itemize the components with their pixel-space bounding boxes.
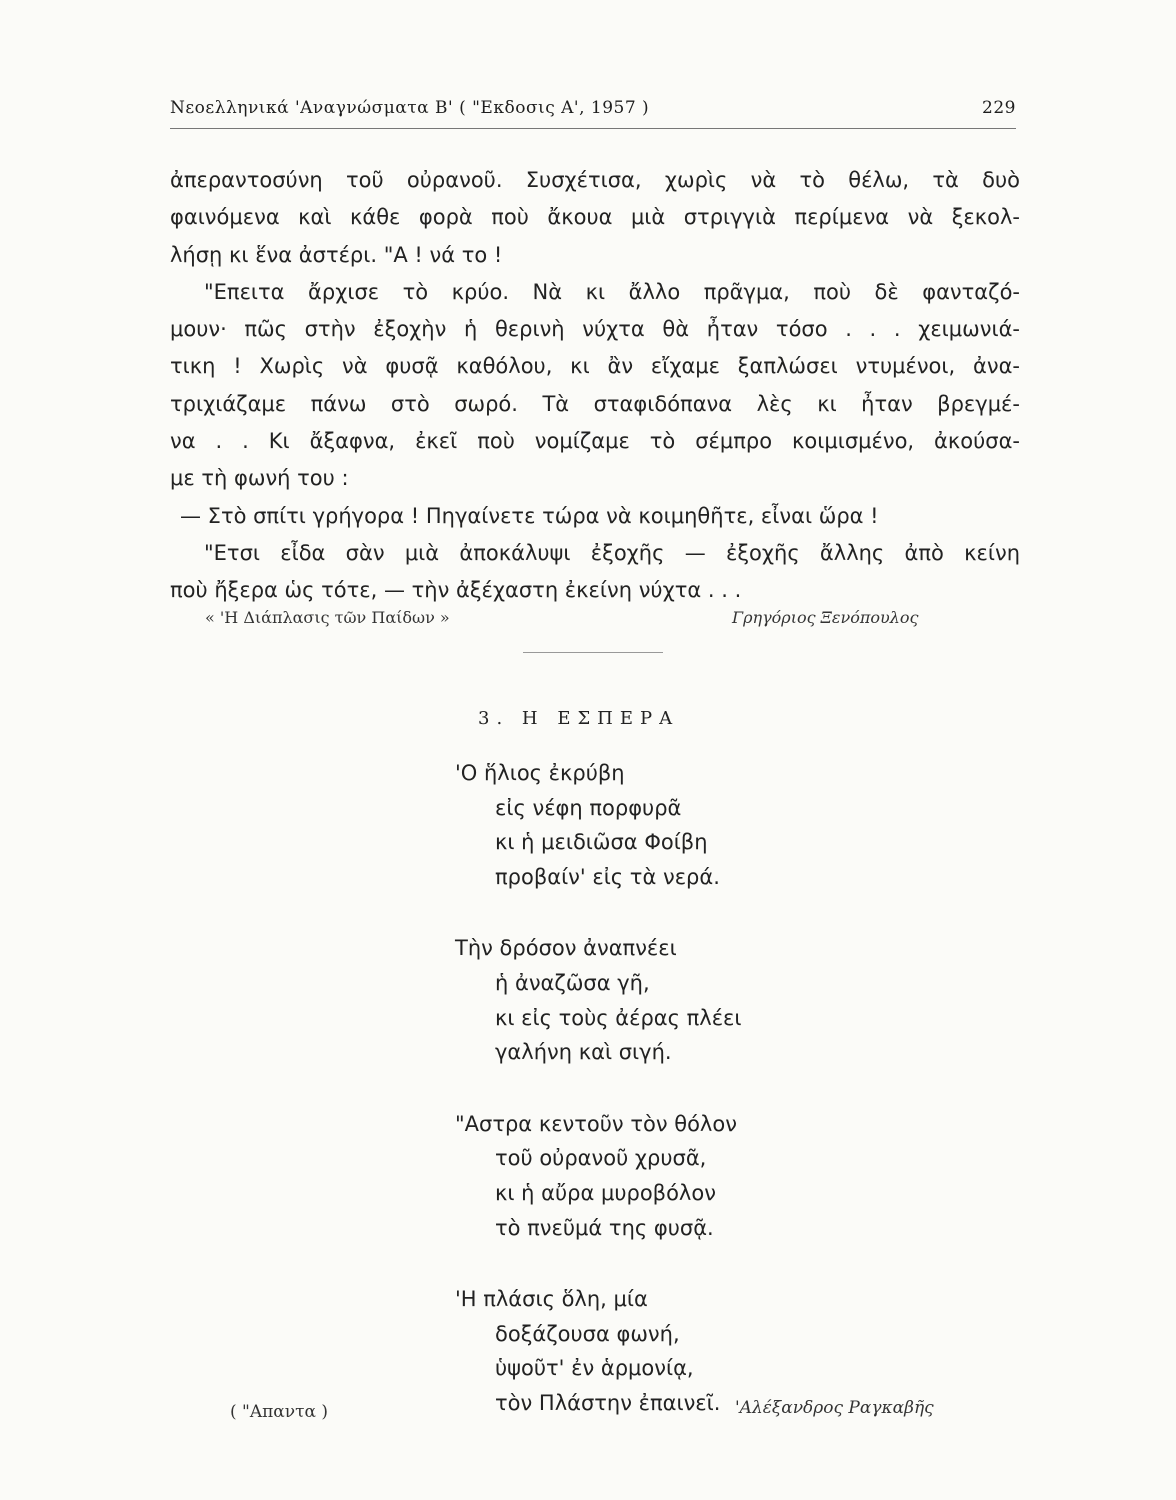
prose-line: ποὺ ἤξερα ὡς τότε, — τὴν ἀξέχαστη ἐκείνη νύχτα . . . bbox=[170, 578, 742, 603]
prose-passage bbox=[170, 162, 1020, 610]
poem-source: ( "Απαντα ) bbox=[230, 1402, 329, 1422]
poem-line: "Αστρα κεντοῦν τὸν θόλον bbox=[455, 1111, 737, 1136]
prose-line: "Ετσι εἶδα σὰν μιὰ ἀποκάλυψι ἐξοχῆς — ἐξοχῆς ἄλλης ἀπὸ κείνη bbox=[204, 540, 1020, 565]
poem-line: κι ἡ αὔρα μυροβόλον bbox=[495, 1180, 716, 1205]
prose-line: τριχιάζαμε πάνω στὸ σωρό. Τὰ σταφιδόπανα λὲς κι ἦταν βρεγμέ- bbox=[170, 391, 1020, 416]
poem-line: 'Η πλάσις ὅλη, μία bbox=[455, 1287, 648, 1312]
header-rule bbox=[170, 128, 1016, 129]
poem-line: ὑψοῦτ' ἐν ἁρμονίᾳ, bbox=[495, 1356, 694, 1381]
poem-line: Τὴν δρόσον ἀναπνέει bbox=[455, 936, 677, 961]
poem-author: 'Αλέξανδρος Ραγκαβῆς bbox=[735, 1398, 934, 1418]
poem-line: γαλήνη καὶ σιγή. bbox=[495, 1040, 672, 1065]
header-title: Νεοελληνικά 'Αναγνώσματα Β' ( "Εκδοσις Α', 1957 ) bbox=[170, 98, 650, 118]
poem-stanza bbox=[455, 931, 742, 1069]
section-divider bbox=[523, 652, 663, 653]
poem-stanza bbox=[455, 756, 742, 894]
prose-line: τικη ! Χωρὶς νὰ φυσᾷ καθόλου, κι ἂν εἴχαμε ξαπλώσει ντυμένοι, ἀνα- bbox=[170, 354, 1020, 379]
poem-line: τὸν Πλάστην ἐπαινεῖ. bbox=[495, 1390, 721, 1415]
poem-line: κι ἡ μειδιῶσα Φοίβη bbox=[495, 830, 708, 855]
prose-line: "Επειτα ἄρχισε τὸ κρύο. Νὰ κι ἄλλο πρᾶγμα, ποὺ δὲ φανταζό- bbox=[204, 279, 1020, 304]
page-number: 229 bbox=[982, 98, 1016, 118]
prose-line: λήσῃ κι ἕνα ἀστέρι. "Α ! νά το ! bbox=[170, 242, 503, 267]
prose-line: με τὴ φωνή του : bbox=[170, 466, 349, 491]
poem-line: κι εἰς τοὺς ἀέρας πλέει bbox=[495, 1005, 742, 1030]
prose-line: φαινόμενα καὶ κάθε φορὰ ποὺ ἄκουα μιὰ στριγγιὰ περίμενα νὰ ξεκολ- bbox=[170, 205, 1020, 230]
prose-author: Γρηγόριος Ξενόπουλος bbox=[732, 608, 919, 627]
poem-line: δοξάζουσα φωνή, bbox=[495, 1321, 680, 1346]
poem-line: ἡ ἀναζῶσα γῆ, bbox=[495, 970, 650, 995]
prose-line: μουν· πῶς στὴν ἐξοχὴν ἡ θερινὴ νύχτα θὰ ἦταν τόσο . . . χειμωνιά- bbox=[170, 317, 1020, 342]
poem-title: 3. Η ΕΣΠΕΡΑ bbox=[478, 708, 680, 729]
prose-source: « 'Η Διάπλασις τῶν Παίδων » bbox=[205, 608, 450, 627]
poem-line: προβαίν' εἰς τὰ νερά. bbox=[495, 864, 720, 889]
prose-line: ἀπεραντοσύνη τοῦ οὐρανοῦ. Συσχέτισα, χωρὶς νὰ τὸ θέλω, τὰ δυὸ bbox=[170, 168, 1020, 192]
prose-line: να . . Κι ἄξαφνα, ἐκεῖ ποὺ νομίζαμε τὸ σέμπρο κοιμισμένο, ἀκούσα- bbox=[170, 429, 1020, 454]
poem-stanza bbox=[455, 1282, 742, 1420]
poem-line: 'Ο ἥλιος ἐκρύβη bbox=[455, 761, 625, 785]
running-header bbox=[170, 94, 1016, 128]
dialogue-line: — Στὸ σπίτι γρήγορα ! Πηγαίνετε τώρα νὰ κοιμηθῆτε, εἶναι ὥρα ! bbox=[180, 503, 879, 528]
poem-line: τοῦ οὐρανοῦ χρυσᾶ, bbox=[495, 1146, 707, 1171]
poem-line: τὸ πνεῦμά της φυσᾷ. bbox=[495, 1215, 714, 1240]
poem-stanza bbox=[455, 1107, 742, 1245]
poem-line: εἰς νέφη πορφυρᾶ bbox=[495, 795, 682, 820]
poem-body bbox=[455, 756, 742, 1421]
